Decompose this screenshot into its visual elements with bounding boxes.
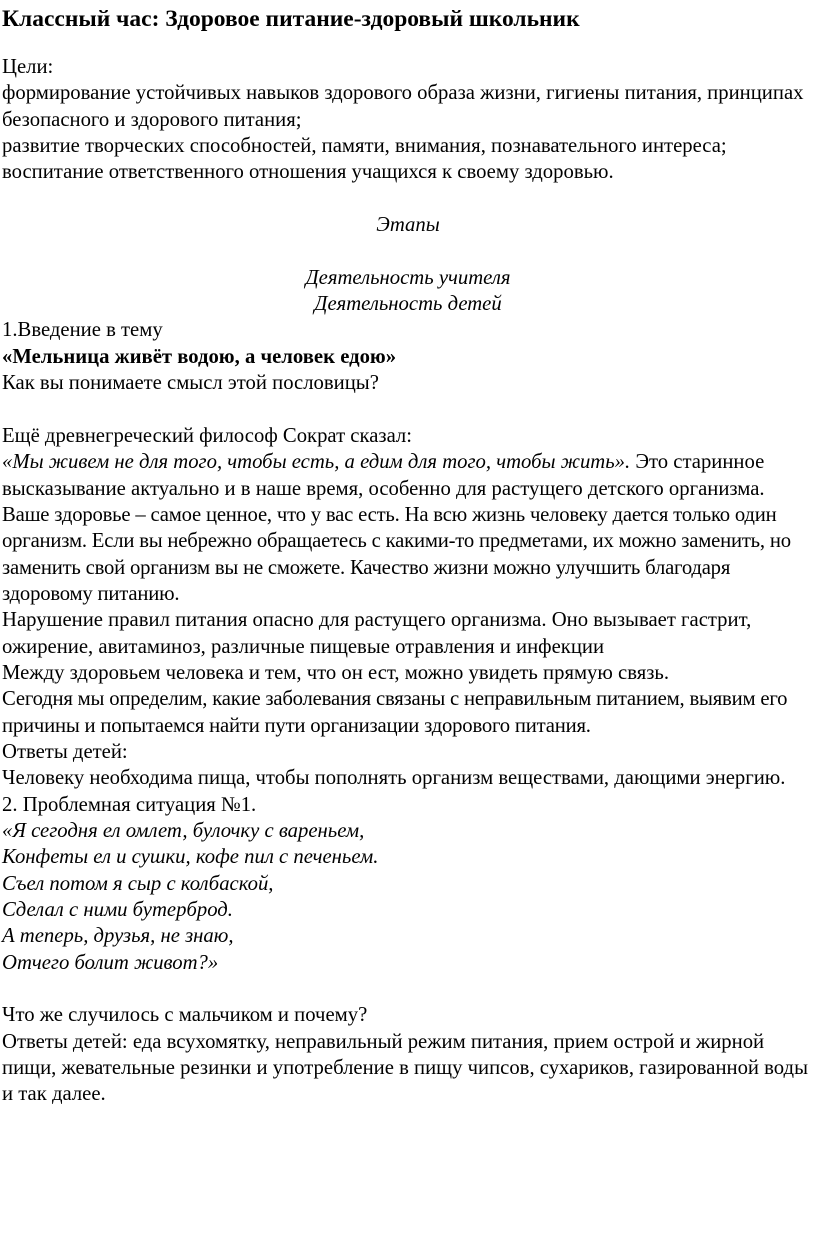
spacer xyxy=(2,238,814,264)
document-title: Классный час: Здоровое питание-здоровый школьник xyxy=(2,6,580,32)
answers-text: Человеку необходима пища, чтобы пополнять организм веществами, дающими энергию. xyxy=(2,767,786,790)
spacer xyxy=(2,396,814,422)
poem-line-6: Отчего болит живот?» xyxy=(2,951,219,974)
poem-line-4: Сделал с ними бутерброд. xyxy=(2,899,233,921)
socrates-comment: Это старинное высказывание актуально и в наше время, особенно для растущего детского организма. xyxy=(2,451,765,500)
goal-item-2: развитие творческих способностей, памяти, внимания, познавательного интереса; xyxy=(2,135,727,158)
answers-label: Ответы детей: xyxy=(2,740,128,763)
section2-heading: 2. Проблемная ситуация №1. xyxy=(2,793,257,816)
poem-line-2: Конфеты ел и сушки, кофе пил с печеньем. xyxy=(2,846,379,869)
goal-item-1: формирование устойчивых навыков здорового образа жизни, гигиены питания, принципах безопасного и здорового питания; xyxy=(2,82,804,131)
spacer xyxy=(2,186,814,212)
section2-answers: Ответы детей: еда всухомятку, неправильный режим питания, прием острой и жирной пищи, жевательные резинки и употребление в пищу чипсов, сухариков, газированной воды и так далее. xyxy=(2,1030,808,1106)
paragraph-link: Между здоровьем человека и тем, что он ест, можно увидеть прямую связь. xyxy=(2,661,669,684)
section2-question: Что же случилось с мальчиком и почему? xyxy=(2,1004,368,1027)
goal-item-3: воспитание ответственного отношения учащихся к своему здоровью. xyxy=(2,161,614,184)
goals-heading: Цели: xyxy=(2,56,54,78)
document-body xyxy=(2,54,814,1108)
paragraph-violation: Нарушение правил питания опасно для растущего организма. Оно вызывает гастрит, ожирение, авитаминоз, различные пищевые отравления и инфекции xyxy=(2,609,752,658)
proverb: «Мельница живёт водою, а человек едою» xyxy=(2,345,397,368)
poem-line-1: «Я сегодня ел омлет, булочку с вареньем, xyxy=(2,819,365,842)
paragraph-today: Сегодня мы определим, какие заболевания связаны с неправильным питанием, выявим его причины и попытаемся найти пути организации здорового питания. xyxy=(2,688,788,737)
spacer xyxy=(2,976,814,1002)
children-activity-label: Деятельность детей xyxy=(314,293,502,316)
socrates-paragraph xyxy=(2,449,814,502)
section1-heading: 1.Введение в тему xyxy=(2,319,163,342)
stages-label: Этапы xyxy=(376,214,440,237)
paragraph-health: Ваше здоровье – самое ценное, что у вас есть. На всю жизнь человеку дается только один организм. Если вы небрежно обращаетесь с какими-то предметами, их можно заменить, но заменить свой организм вы не сможете. Качество жизни можно улучшить благодаря здоровому питанию. xyxy=(2,503,791,605)
proverb-question: Как вы понимаете смысл этой пословицы? xyxy=(2,372,379,395)
poem-line-5: А теперь, друзья, не знаю, xyxy=(2,925,234,948)
poem-line-3: Съел потом я сыр с колбаской, xyxy=(2,872,274,895)
socrates-intro: Ещё древнегреческий философ Сократ сказал: xyxy=(2,424,413,447)
socrates-quote: «Мы живем не для того, чтобы есть, а едим для того, чтобы жить». xyxy=(2,451,631,474)
teacher-activity-label: Деятельность учителя xyxy=(305,266,511,289)
